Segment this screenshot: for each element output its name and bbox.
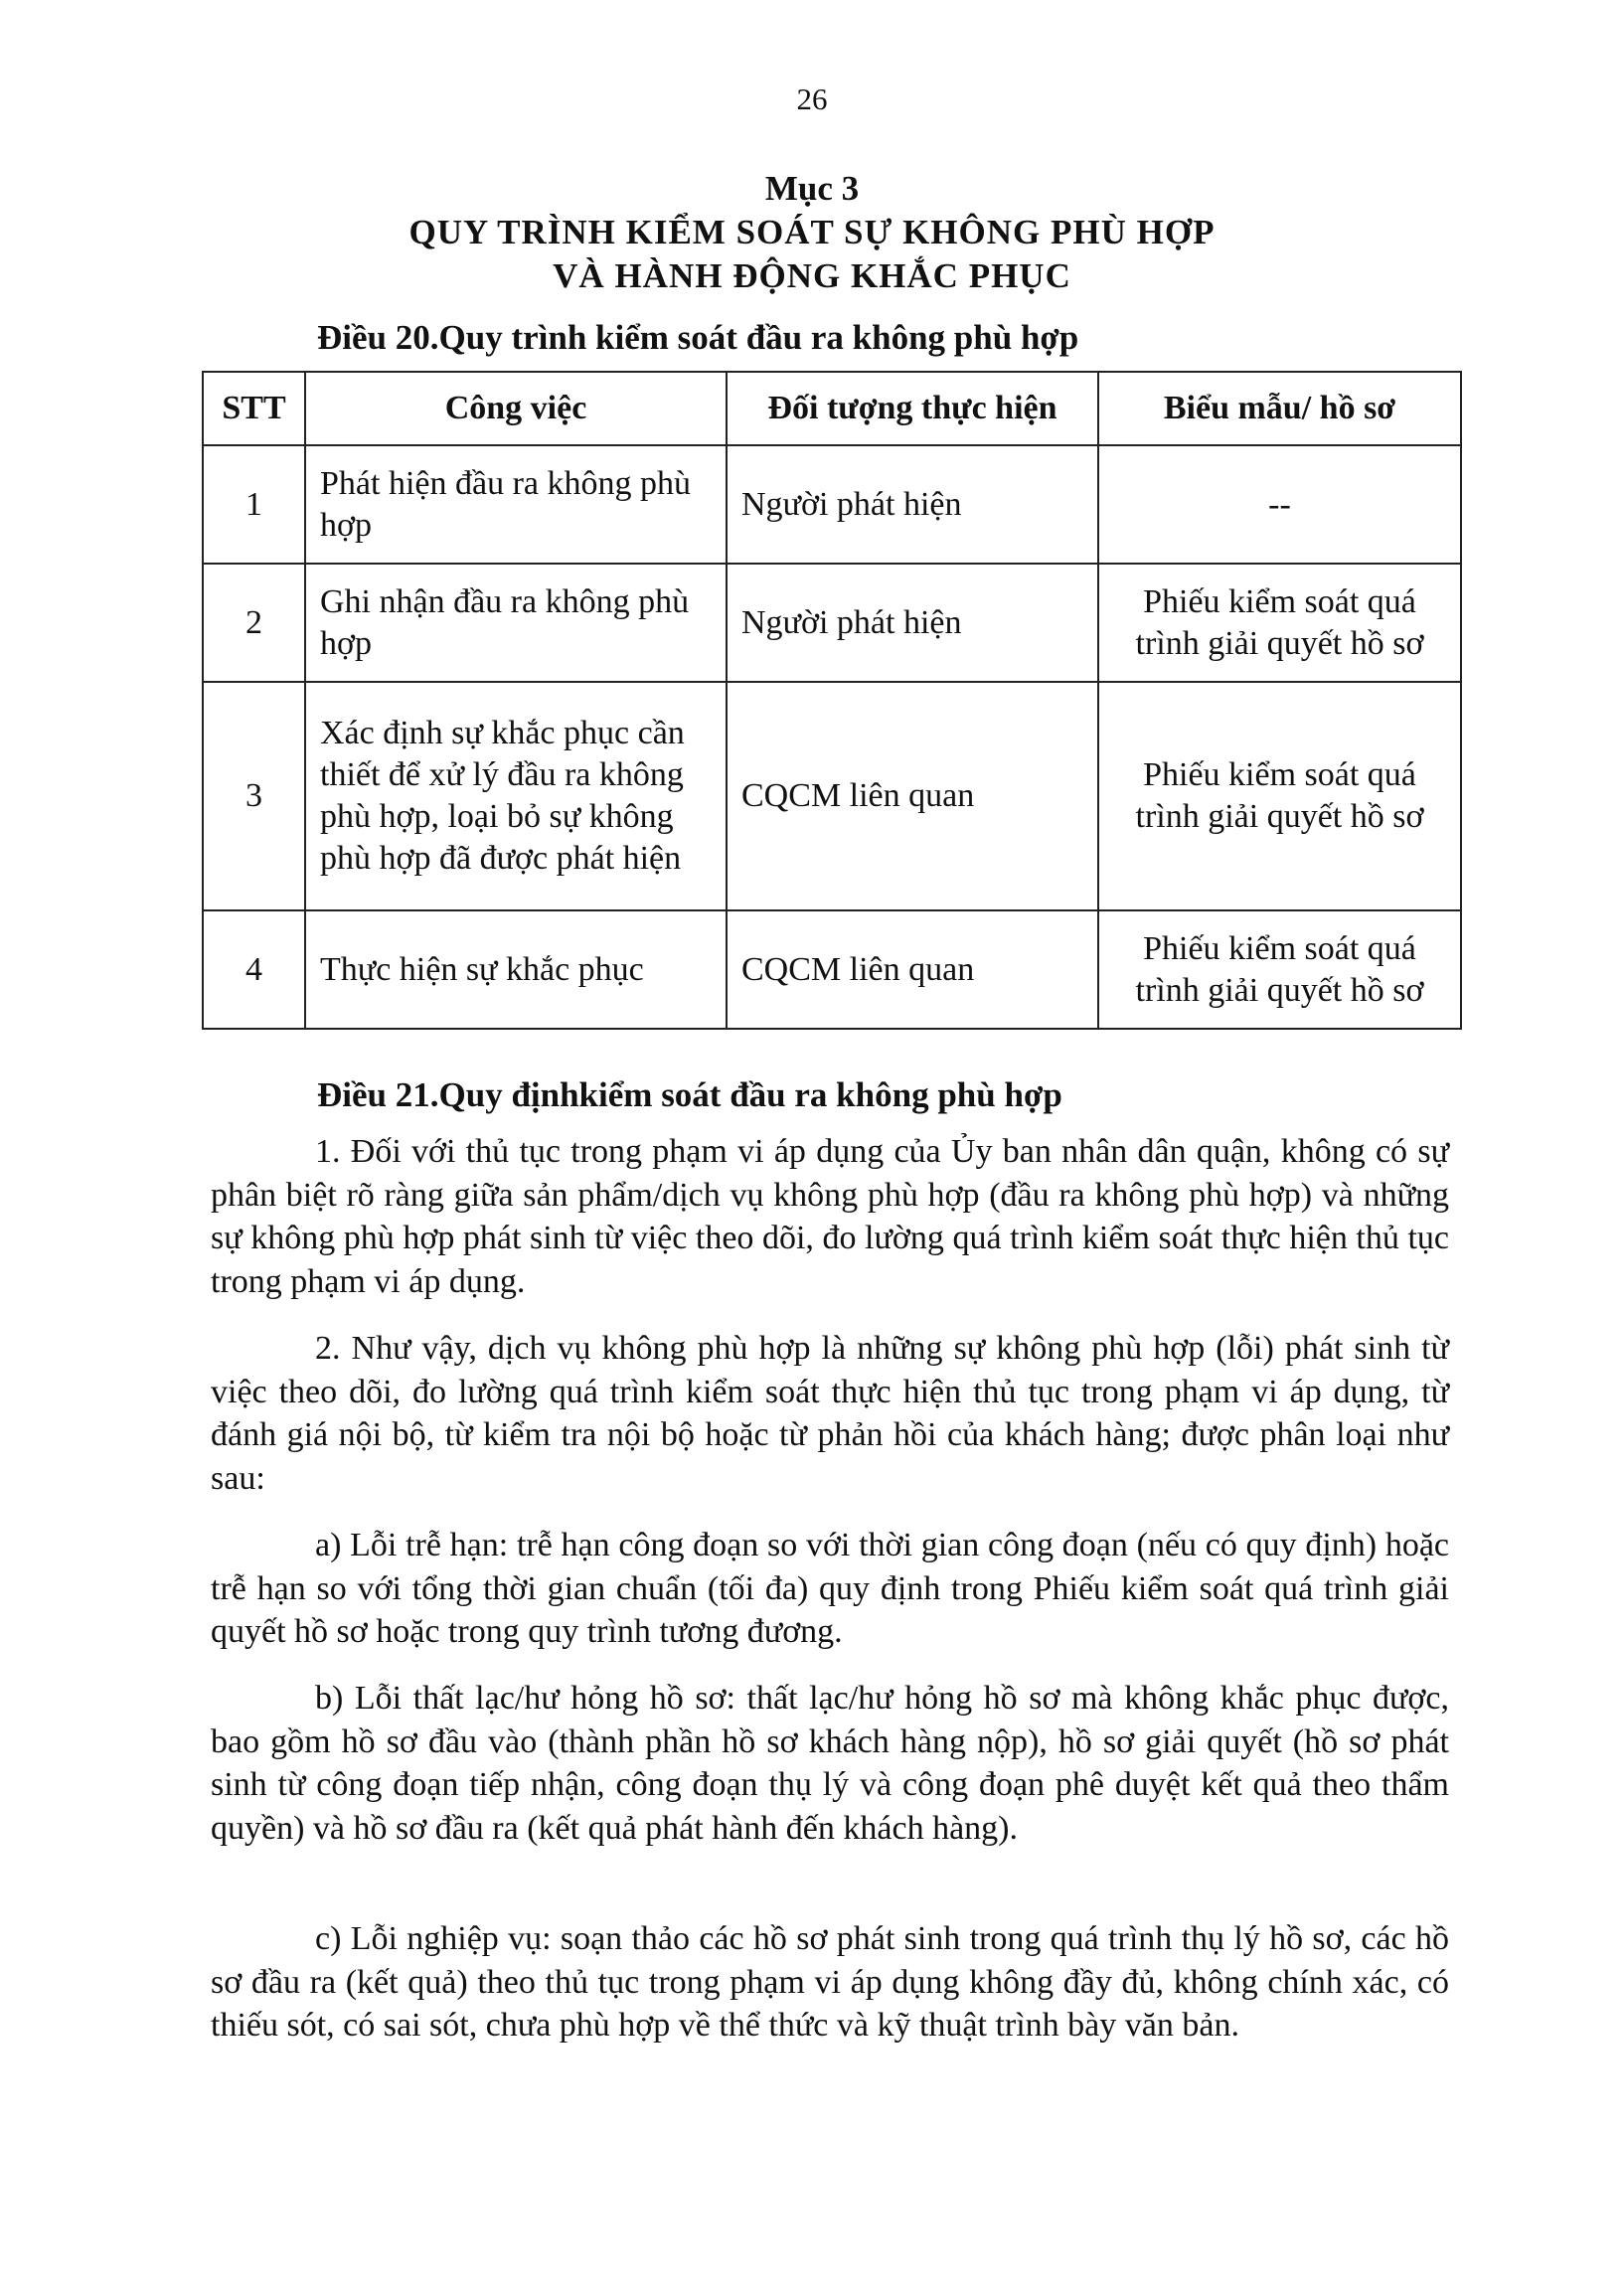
paragraph-1: 1. Đối với thủ tục trong phạm vi áp dụng của Ủy ban nhân dân quận, không có sự phân biệt rõ ràng giữa sản phẩm/dịch vụ không phù hợp (đầu ra không phù hợp) và những sự không phù hợp phát sinh từ việc theo dõi, đo lường quá trình kiểm soát thực hiện thủ tục trong phạm vi áp dụng. xyxy=(211,1133,1449,1300)
table-row xyxy=(203,445,1461,564)
cell-actor: CQCM liên quan xyxy=(727,682,1098,910)
paragraph-a: a) Lỗi trễ hạn: trễ hạn công đoạn so với thời gian công đoạn (nếu có quy định) hoặc trễ hạn so với tổng thời gian chuẩn (tối đa) quy định trong Phiếu kiểm soát quá trình giải quyết hồ sơ hoặc trong quy trình tương đương. xyxy=(211,1527,1449,1650)
cell-stt: 2 xyxy=(203,564,305,682)
cell-form: Phiếu kiểm soát quá trình giải quyết hồ sơ xyxy=(1098,910,1461,1029)
section-title-line-2: VÀ HÀNH ĐỘNG KHẮC PHỤC xyxy=(553,256,1071,295)
table-row xyxy=(203,682,1461,910)
cell-form: Phiếu kiểm soát quá trình giải quyết hồ sơ xyxy=(1098,564,1461,682)
cell-stt: 3 xyxy=(203,682,305,910)
article-20-heading: Điều 20.Quy trình kiểm soát đầu ra không phù hợp xyxy=(317,318,1079,357)
article-21-heading: Điều 21.Quy địnhkiểm soát đầu ra không phù hợp xyxy=(317,1075,1062,1114)
cell-actor: CQCM liên quan xyxy=(727,910,1098,1029)
page-number: 26 xyxy=(796,82,828,116)
cell-task: Xác định sự khắc phục cần thiết để xử lý đầu ra không phù hợp, loại bỏ sự không phù hợp đã được phát hiện xyxy=(305,682,727,910)
table-header-row xyxy=(203,372,1461,445)
section-title-line-1: QUY TRÌNH KIỂM SOÁT SỰ KHÔNG PHÙ HỢP xyxy=(408,213,1216,251)
procedure-table xyxy=(202,371,1462,1030)
cell-stt: 4 xyxy=(203,910,305,1029)
section-label: Mục 3 xyxy=(764,169,860,208)
paragraph-b: b) Lỗi thất lạc/hư hỏng hồ sơ: thất lạc/hư hỏng hồ sơ mà không khắc phục được, bao gồm hồ sơ đầu vào (thành phần hồ sơ khách hàng nộp), hồ sơ giải quyết (hồ sơ phát sinh từ công đoạn tiếp nhận, công đoạn thụ lý và công đoạn phê duyệt kết quả theo thẩm quyền) và hồ sơ đầu ra (kết quả phát hành đến khách hàng). xyxy=(211,1680,1449,1847)
header-form: Biểu mẫu/ hồ sơ xyxy=(1098,372,1461,445)
cell-form: -- xyxy=(1098,445,1461,564)
table-row xyxy=(203,910,1461,1029)
paragraph-2: 2. Như vậy, dịch vụ không phù hợp là những sự không phù hợp (lỗi) phát sinh từ việc theo dõi, đo lường quá trình kiểm soát thực hiện thủ tục trong phạm vi áp dụng, từ đánh giá nội bộ, từ kiểm tra nội bộ hoặc từ phản hồi của khách hàng; được phân loại như sau: xyxy=(211,1330,1449,1497)
cell-task: Phát hiện đầu ra không phù hợp xyxy=(305,445,727,564)
cell-actor: Người phát hiện xyxy=(727,564,1098,682)
cell-actor: Người phát hiện xyxy=(727,445,1098,564)
table-row xyxy=(203,564,1461,682)
cell-form: Phiếu kiểm soát quá trình giải quyết hồ sơ xyxy=(1098,682,1461,910)
cell-task: Ghi nhận đầu ra không phù hợp xyxy=(305,564,727,682)
header-stt: STT xyxy=(203,372,305,445)
paragraph-c: c) Lỗi nghiệp vụ: soạn thảo các hồ sơ phát sinh trong quá trình thụ lý hồ sơ, các hồ sơ đầu ra (kết quả) theo thủ tục trong phạm vi áp dụng không đầy đủ, không chính xác, có thiếu sót, có sai sót, chưa phù hợp về thể thức và kỹ thuật trình bày văn bản. xyxy=(211,1920,1449,2044)
header-task: Công việc xyxy=(305,372,727,445)
cell-task: Thực hiện sự khắc phục xyxy=(305,910,727,1029)
header-actor: Đối tượng thực hiện xyxy=(727,372,1098,445)
cell-stt: 1 xyxy=(203,445,305,564)
